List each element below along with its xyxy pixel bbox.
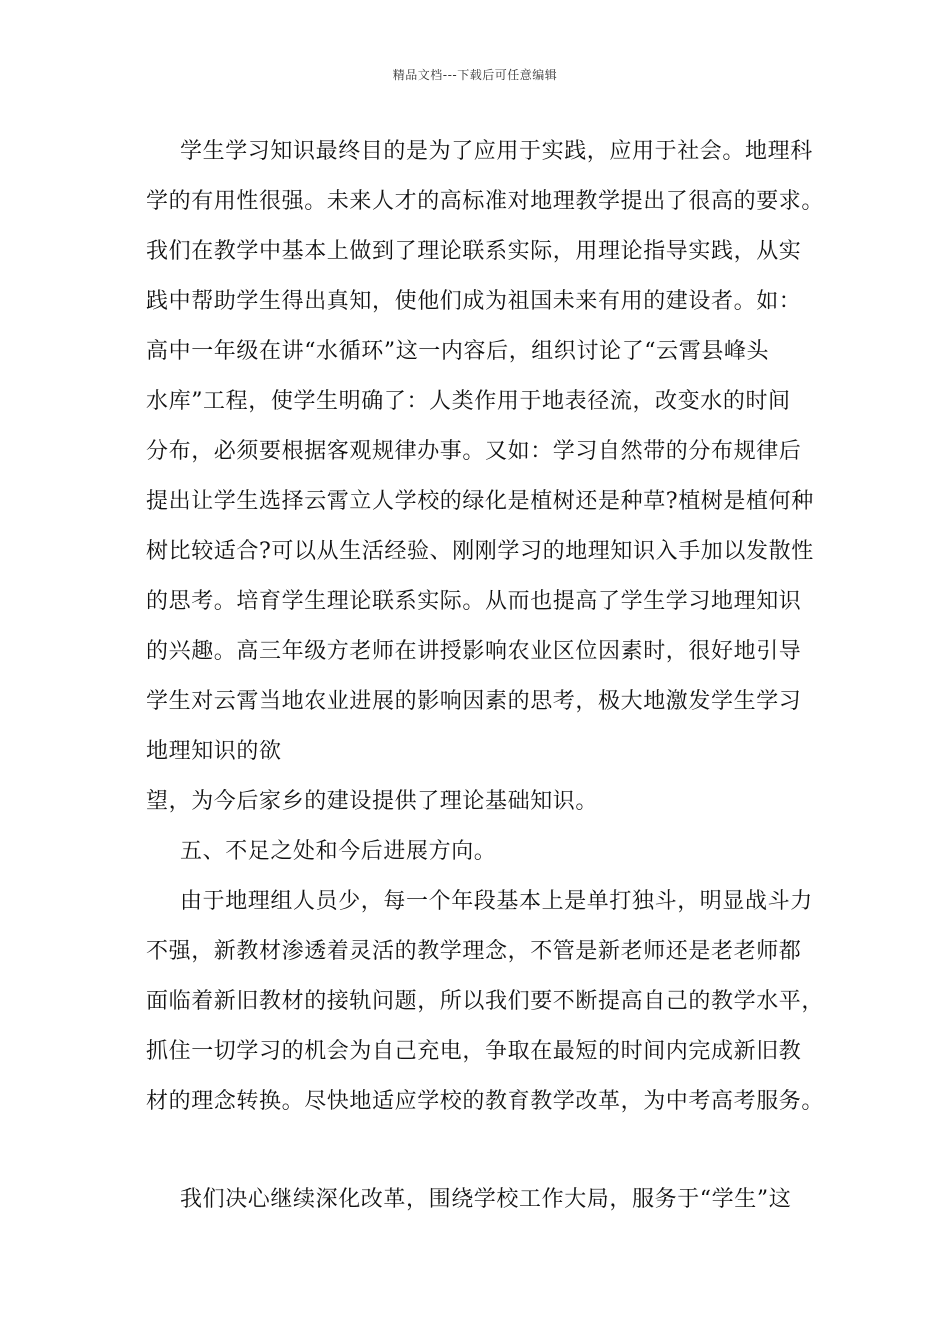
text-line: 践中帮助学生得出真知，使他们成为祖国未来有用的建设者。如：: [146, 289, 802, 314]
text-line: 学的有用性很强。未来人才的高标准对地理教学提出了很高的要求。: [146, 189, 825, 214]
text-line: 我们决心继续深化改革，围绕学校工作大局，服务于“学生”这: [180, 1187, 792, 1212]
text-line: 望，为今后家乡的建设提供了理论基础知识。: [146, 789, 599, 814]
text-line: 提出让学生选择云霄立人学校的绿化是植树还是种草?植树是植何种: [146, 489, 814, 514]
text-line: 材的理念转换。尽快地适应学校的教育教学改革，为中考高考服务。: [146, 1089, 825, 1114]
text-line: 学生对云霄当地农业进展的影响因素的思考，极大地激发学生学习: [146, 689, 802, 714]
text-line: 的思考。培育学生理论联系实际。从而也提高了学生学习地理知识: [146, 589, 802, 614]
text-line: 地理知识的欲: [146, 739, 282, 764]
section-heading: 五、不足之处和今后进展方向。: [180, 839, 497, 864]
text-line: 学生学习知识最终目的是为了应用于实践，应用于社会。地理科: [180, 139, 813, 164]
text-line: 面临着新旧教材的接轨问题，所以我们要不断提高自己的教学水平，: [146, 989, 825, 1014]
text-line: 水库”工程，使学生明确了：人类作用于地表径流，改变水的时间: [146, 389, 791, 414]
text-line: 的兴趣。高三年级方老师在讲授影响农业区位因素时，很好地引导: [146, 639, 802, 664]
text-line: 不强，新教材渗透着灵活的教学理念，不管是新老师还是老老师都: [146, 939, 802, 964]
text-line: 分布，必须要根据客观规律办事。又如：学习自然带的分布规律后: [146, 439, 802, 464]
text-line: 抓住一切学习的机会为自己充电，争取在最短的时间内完成新旧教: [146, 1039, 802, 1064]
text-line: 由于地理组人员少，每一个年段基本上是单打独斗，明显战斗力: [180, 889, 813, 914]
text-line: 树比较适合?可以从生活经验、刚刚学习的地理知识入手加以发散性: [146, 539, 814, 564]
text-line: 高中一年级在讲“水循环”这一内容后，组织讨论了“云霄县峰头: [146, 339, 770, 364]
page-header: 精品文档---下载后可任意编辑: [392, 68, 558, 82]
text-line: 我们在教学中基本上做到了理论联系实际，用理论指导实践，从实: [146, 239, 802, 264]
